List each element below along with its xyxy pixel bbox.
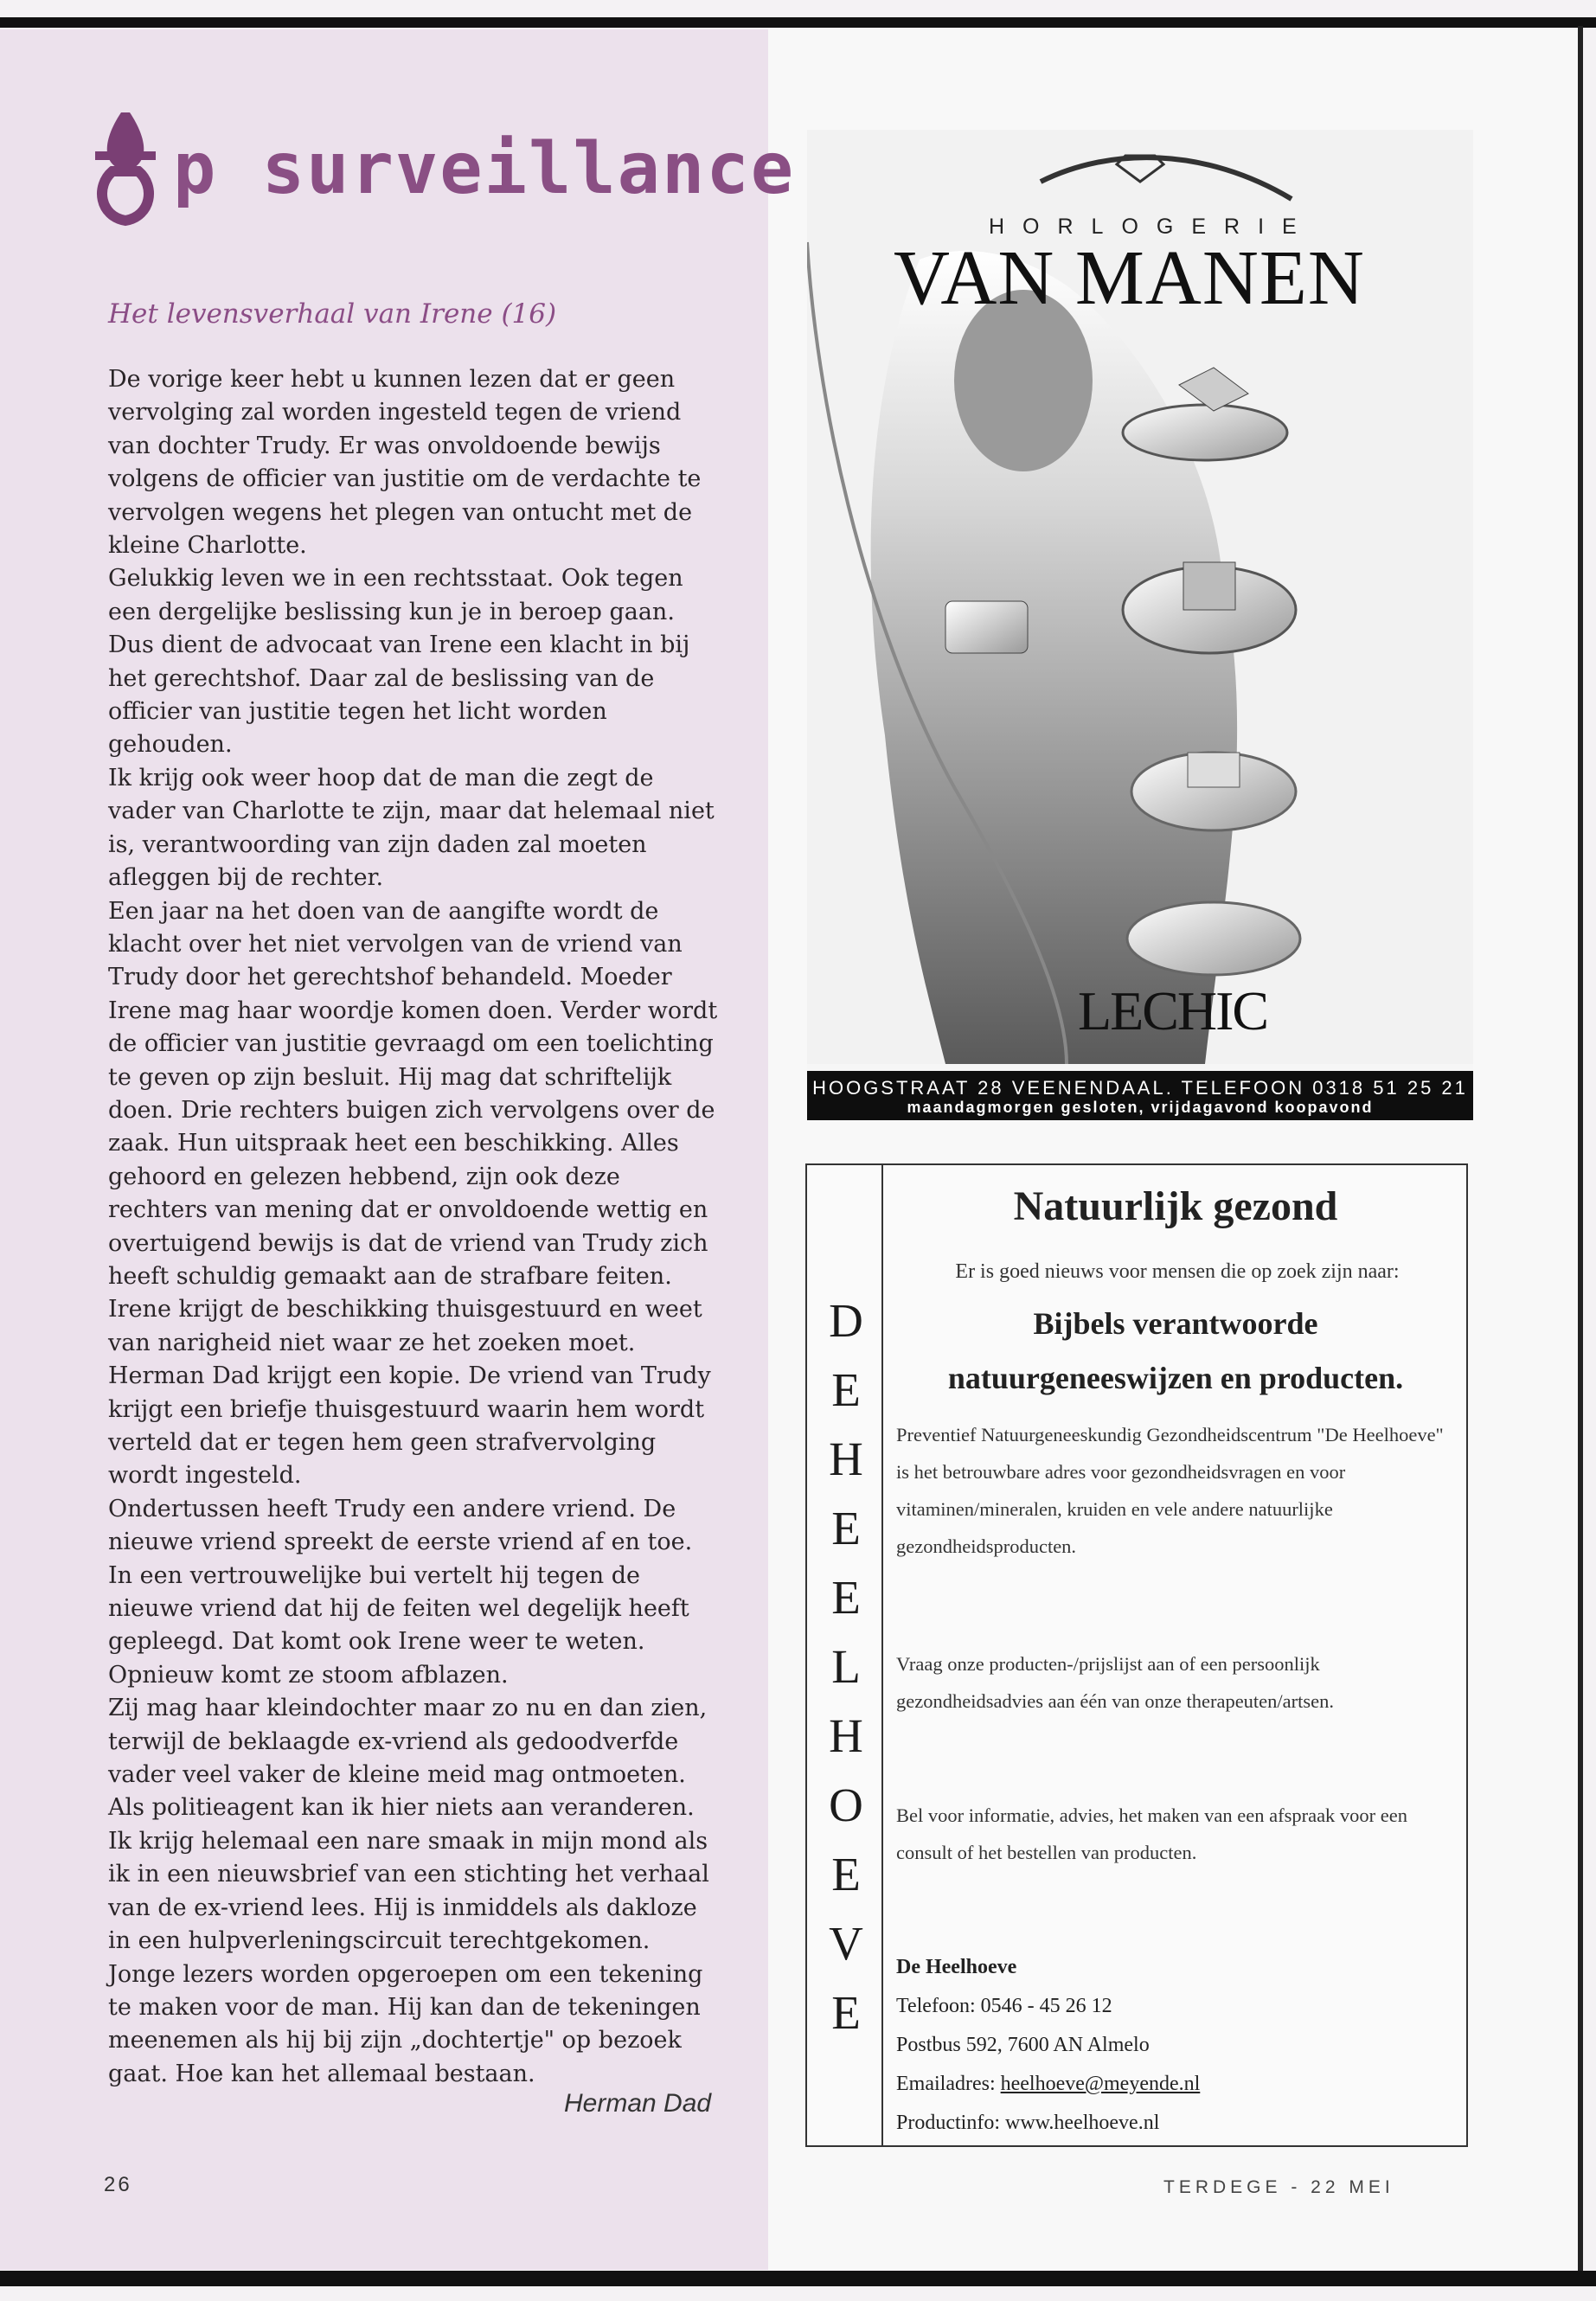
org-name: De Heelhoeve	[896, 1956, 1017, 1978]
contact-block	[896, 1948, 1450, 2143]
article-body	[108, 363, 722, 2091]
jeweler-ad	[807, 130, 1473, 1120]
article-paragraph: Irene krijgt de beschikking thuisgestuurd en weet van narigheid niet waar ze het zoeken moet. Herman Dad krijgt een kopie. De vriend van Trudy krijgt een briefje thuisgestuurd waarin hem wordt verteld dat er tegen hem geen strafvervolging wordt ingesteld.	[108, 1296, 711, 1490]
article-paragraph: De vorige keer hebt u kunnen lezen dat er geen vervolging zal worden ingesteld tegen de vriend van dochter Trudy. Er was onvoldoende bewijs volgens de officier van justitie om de verdachte te vervolgen wegens het plegen van ontucht met de kleine Charlotte.	[108, 366, 702, 560]
ad-tagline-line: natuurgeneeswijzen en producten.	[947, 1361, 1404, 1395]
page-top-rule	[0, 17, 1596, 28]
article-paragraph: Ondertussen heeft Trudy een andere vriend. De nieuwe vriend spreekt de eerste vriend af en toe. In een vertrouwelijke bui vertelt hij tegen de nieuwe vriend dat hij de feiten wel degelijk heeft gepleegd. Dat komt ook Irene weer te weten. Opnieuw komt ze stoom afblazen.	[108, 1495, 693, 1689]
jeweler-subtitle: HORLOGERIE	[989, 215, 1315, 239]
postal-address: Postbus 592, 7600 AN Almelo	[896, 2034, 1150, 2056]
magazine-footer: TERDEGE - 22 MEI	[1163, 2177, 1394, 2197]
email-label: Emailadres:	[896, 2073, 1001, 2095]
vertical-letter: H	[829, 1709, 863, 1762]
jeweler-hours: maandagmorgen gesloten, vrijdagavond koopavond	[907, 1099, 1374, 1116]
article-paragraph: Een jaar na het doen van de aangifte wordt de klacht over het niet vervolgen van de vriend van Trudy door het gerechtshof behandeld. Moeder Irene mag haar woordje komen doen. Verder wordt de officier van justitie gevraagd om een toelichting te geven op zijn besluit. Hij mag dat schriftelijk doen. Drie rechters buigen zich vervolgens over de zaak. Hun uitspraak heet een beschikking. Alles gehoord en gelezen hebbend, zijn ook deze rechters van mening dat er onvoldoende wettig en overtuigend bewijs is dat de vriend van Trudy zich heeft schuldig gemaakt aan de strafbare feiten.	[108, 897, 718, 1290]
vertical-brand-name	[824, 1286, 868, 2048]
series-title: Het levensverhaal van Irene (16)	[108, 298, 557, 330]
vertical-letter: L	[831, 1640, 861, 1693]
brand-logo: LECHIC	[1078, 980, 1268, 1042]
vertical-letter: E	[831, 1986, 861, 2039]
page-right-rule	[1578, 26, 1583, 2275]
ad-tagline-line: Bijbels verantwoorde	[1033, 1306, 1318, 1341]
ad-headline: Natuurlijk gezond	[1013, 1183, 1338, 1229]
vertical-letter: E	[831, 1502, 861, 1554]
article-paragraph: Gelukkig leven we in een rechtsstaat. Ook tegen een dergelijke beslissing kun je in beroep gaan. Dus dient de advocaat van Irene een klacht in bij het gerechtshof. Daar zal de beslissing van de officier van justitie tegen het licht worden gehouden.	[108, 565, 690, 759]
police-logo-icon	[87, 104, 164, 234]
vertical-letter: O	[829, 1779, 863, 1831]
jeweler-name: VAN MANEN	[894, 235, 1365, 321]
page-bottom-rule	[0, 2271, 1596, 2286]
article-paragraph: Ik krijg helemaal een nare smaak in mijn mond als ik in een nieuwsbrief van een stichting het verhaal van de ex-vriend lees. Hij is inmiddels als dakloze in een hulpverleningscircuit terechtgekomen. Jonge lezers worden opgeroepen om een tekening te maken voor de man. Hij kan dan de tekeningen meenemen als hij bij zijn „dochtertje" op bezoek gaat. Hoe kan het allemaal bestaan.	[108, 1827, 709, 2087]
product-info: Productinfo: www.heelhoeve.nl	[896, 2112, 1160, 2134]
ad-intro: Er is goed nieuws voor mensen die op zoek zijn naar:	[955, 1260, 1400, 1283]
vertical-letter: E	[831, 1363, 861, 1416]
ad-paragraph: Preventief Natuurgeneeskundig Gezondheidscentrum "De Heelhoeve" is het betrouwbare adres voor gezondheidsvragen en voor vitaminen/mineralen, kruiden en vele andere natuurlijke gezondheidsproducten.	[896, 1424, 1444, 1557]
ad-tagline	[883, 1297, 1468, 1406]
article-paragraph: Zij mag haar kleindochter maar zo nu en dan zien, terwijl de beklaagde ex-vriend als gedoodverfde vader veel vaker de kleine meid mag ontmoeten. Als politieagent kan ik hier niets aan veranderen.	[108, 1695, 708, 1822]
email-link[interactable]: heelhoeve@meyende.nl	[1000, 2073, 1201, 2095]
vertical-letter: H	[829, 1433, 863, 1485]
email-line	[896, 2065, 1450, 2104]
article-paragraph: Ik krijg ook weer hoop dat de man die zegt de vader van Charlotte te zijn, maar dat helemaal niet is, verantwoording van zijn daden zal moeten afleggen bij de rechter.	[108, 764, 715, 892]
vertical-letter: D	[829, 1294, 863, 1347]
page-number: 26	[104, 2173, 132, 2196]
heelhoeve-ad	[805, 1163, 1468, 2147]
vertical-letter: E	[831, 1848, 861, 1900]
author-signature: Herman Dad	[564, 2089, 712, 2118]
phone: Telefoon: 0546 - 45 26 12	[896, 1995, 1112, 2017]
ad-paragraph: Bel voor informatie, advies, het maken van een afspraak voor een consult of het bestellen van producten.	[896, 1804, 1408, 1863]
column-title: p surveillance	[173, 128, 796, 210]
vertical-letter: V	[829, 1917, 863, 1970]
jeweler-address: HOOGSTRAAT 28 VEENENDAAL. TELEFOON 0318 51 25 21	[812, 1077, 1468, 1099]
vertical-letter: E	[831, 1571, 861, 1624]
ad-paragraph: Vraag onze producten-/prijslijst aan of een persoonlijk gezondheidsadvies aan één van onze therapeuten/artsen.	[896, 1653, 1335, 1712]
